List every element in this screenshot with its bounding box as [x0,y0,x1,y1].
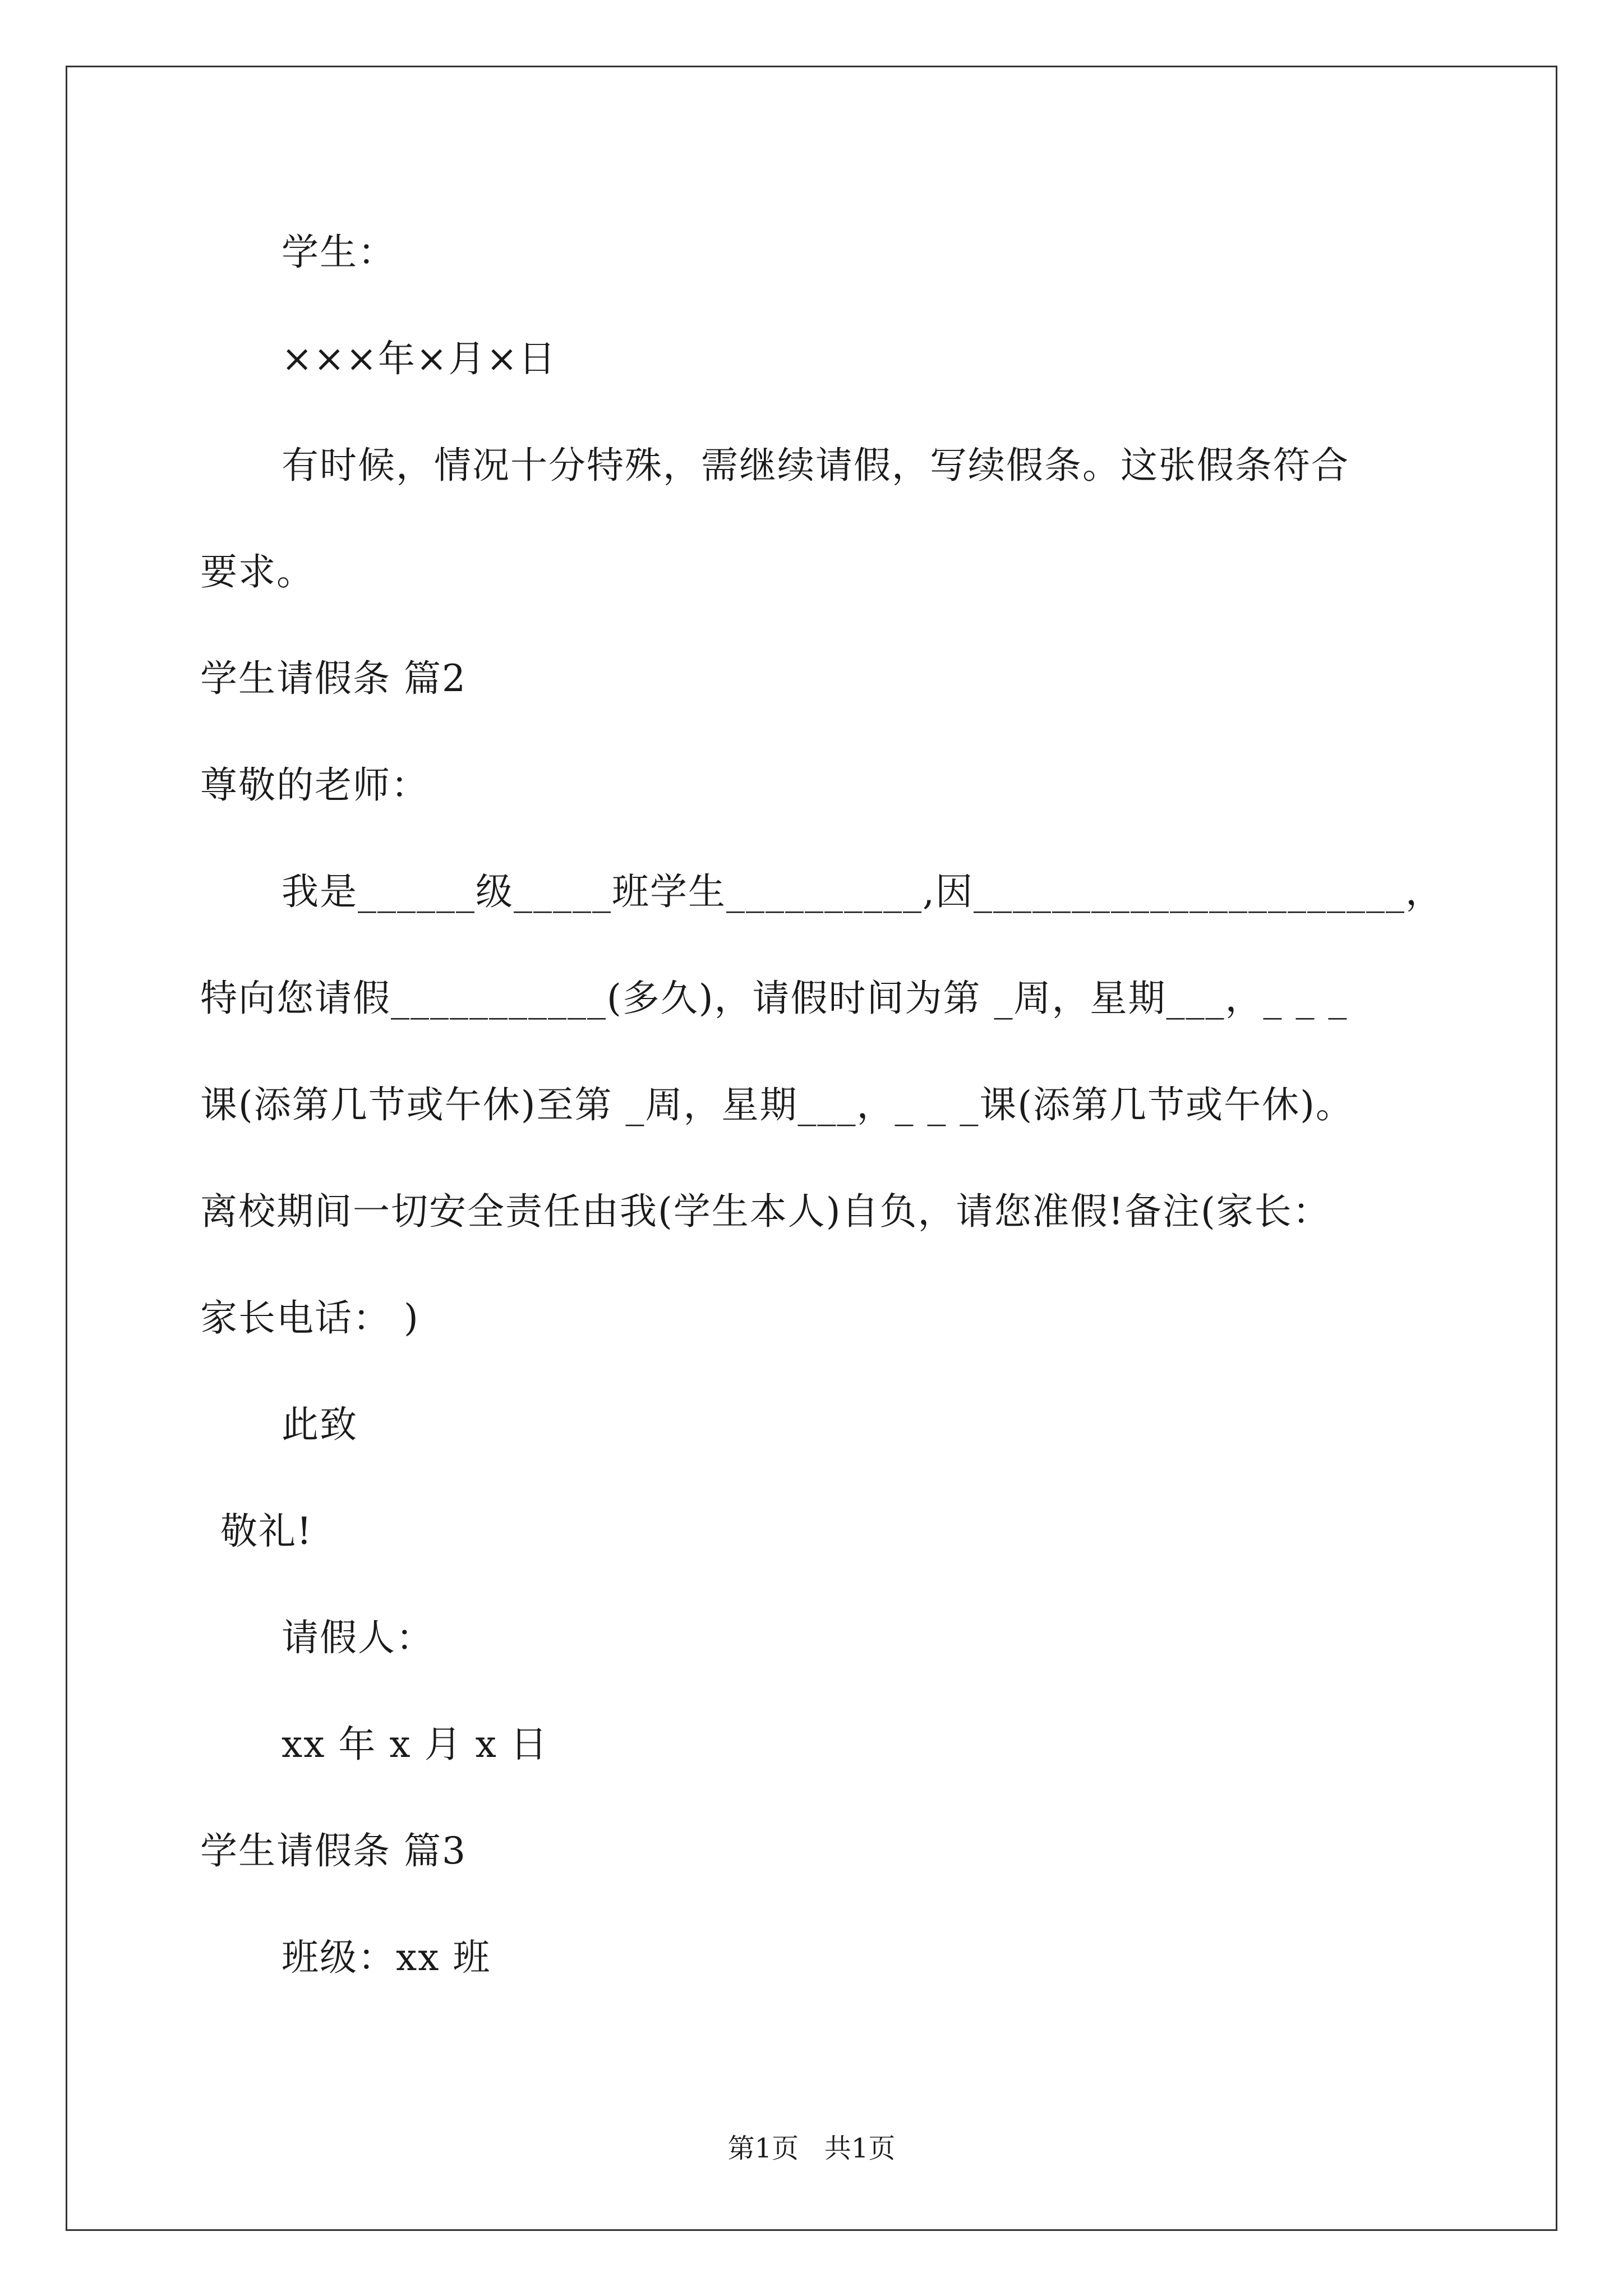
section-heading-3: 学生请假条 篇3 [200,1829,467,1872]
body-line: 家长电话： ) [200,1296,419,1340]
page-number-footer: 第1页 共1页 [727,2133,896,2164]
requester-line: 请假人： [282,1616,434,1659]
body-line: 我是______级_____班学生__________,因______________________， [282,870,1444,913]
section-heading-2: 学生请假条 篇2 [200,657,467,700]
class-line: 班级：xx 班 [282,1936,491,1979]
salutation: 尊敬的老师： [200,763,429,807]
closing-greeting: 敬礼! [220,1510,313,1553]
date-line: ×××年×月×日 [282,337,557,380]
paragraph-line: 有时候，情况十分特殊，需继续请假，写续假条。这张假条符合 [282,444,1349,487]
body-line: 离校期间一切安全责任由我(学生本人)自负，请您准假!备注(家长： [200,1190,1331,1233]
closing-line: 此致 [282,1403,358,1446]
page-border [66,66,1557,2231]
body-line: 课(添第几节或午休)至第 _周，星期___，_ _ _课(添第几节或午休)。 [200,1083,1354,1126]
date-line: xx 年 x 月 x 日 [282,1723,548,1766]
student-signature-line: 学生： [282,231,396,274]
paragraph-line: 要求。 [200,550,315,593]
body-line: 特向您请假___________(多久)，请假时间为第 _周，星期___，_ _ _ [200,977,1348,1020]
